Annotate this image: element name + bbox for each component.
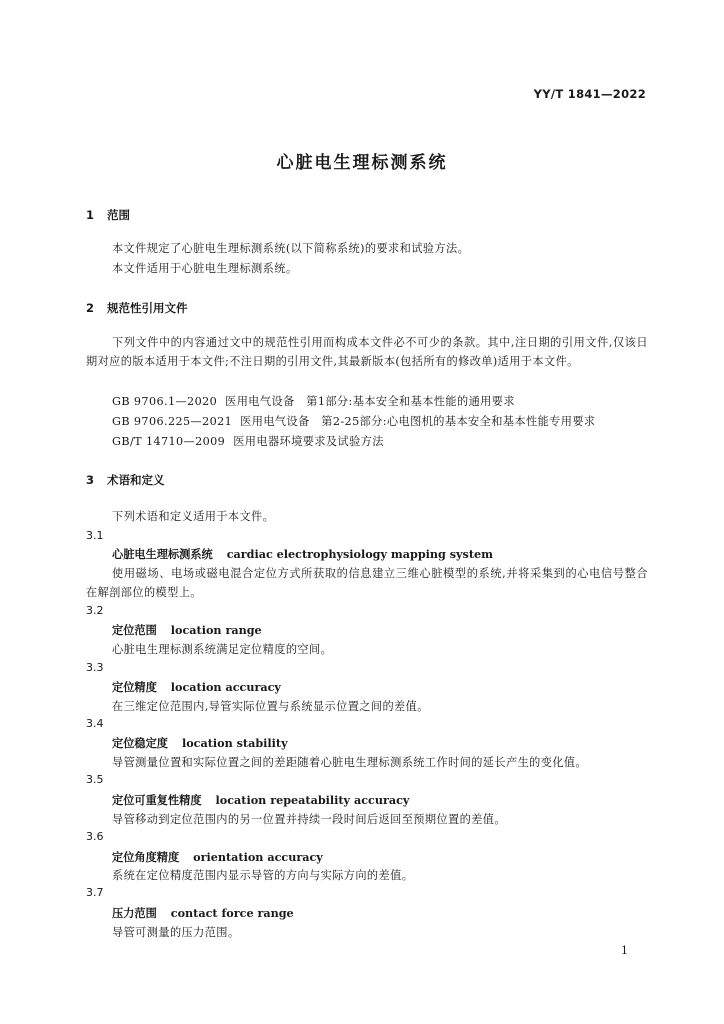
section-number: 3: [86, 473, 95, 487]
term-chinese: 压力范围: [112, 907, 157, 920]
term-definition: 系统在定位精度范围内显示导管的方向与实际方向的差值。: [112, 869, 414, 882]
reference-item: [112, 393, 515, 412]
section-title: 术语和定义: [107, 473, 165, 487]
reference-title: 医用电气设备 第1部分:基本安全和基本性能的通用要求: [225, 395, 515, 408]
term-number: 3.4: [86, 717, 104, 730]
normative-references-intro: 下列文件中的内容通过文中的规范性引用而构成本文件必不可少的条款。其中,注日期的引用文件,仅该日期对应的版本适用于本文件;不注日期的引用文件,其最新版本(包括所有的修改单)适用于本文件。: [86, 336, 648, 368]
term-chinese: 定位精度: [112, 681, 157, 694]
term-entry: [112, 849, 323, 865]
term-number: 3.3: [86, 661, 104, 674]
term-english: cardiac electrophysiology mapping system: [226, 547, 493, 561]
reference-title: 医用电器环境要求及试验方法: [233, 435, 384, 448]
standard-code: YY/T 1841—2022: [533, 87, 646, 101]
term-definition: 导管测量位置和实际位置之间的差距随着心脏电生理标测系统工作时间的延长产生的变化值。: [112, 756, 588, 769]
section-3-heading: [86, 472, 165, 488]
section-number: 2: [86, 301, 95, 315]
section-number: 1: [86, 208, 95, 222]
term-chinese: 定位范围: [112, 624, 157, 637]
term-english: location stability: [181, 736, 288, 750]
term-entry: [112, 792, 409, 808]
section-title: 范围: [107, 208, 130, 222]
term-number: 3.2: [86, 604, 104, 617]
term-entry: [112, 622, 262, 638]
term-entry: [112, 546, 493, 562]
term-chinese: 定位稳定度: [112, 737, 168, 750]
document-title: 心脏电生理标测系统: [276, 153, 448, 173]
term-number: 3.7: [86, 886, 104, 899]
term-english: location repeatability accuracy: [215, 793, 410, 807]
reference-title: 医用电气设备 第2-25部分:心电图机的基本安全和基本性能专用要求: [240, 415, 596, 428]
reference-item: [112, 413, 596, 432]
reference-item: [112, 433, 384, 452]
section-1-heading: [86, 207, 130, 223]
scope-paragraph-1: 本文件规定了心脏电生理标测系统(以下简称系统)的要求和试验方法。: [112, 242, 470, 255]
term-entry: [112, 905, 294, 921]
terms-intro: 下列术语和定义适用于本文件。: [112, 510, 275, 523]
section-2-heading: [86, 300, 188, 316]
scope-paragraph-2: 本文件适用于心脏电生理标测系统。: [112, 262, 298, 275]
reference-code: GB 9706.225—2021: [112, 415, 233, 428]
page-number: 1: [621, 944, 628, 957]
term-number: 3.5: [86, 773, 104, 786]
term-english: location accuracy: [170, 680, 281, 694]
term-entry: [112, 735, 288, 751]
term-english: contact force range: [170, 906, 294, 920]
term-entry: [112, 679, 281, 695]
term-definition: 在三维定位范围内,导管实际位置与系统显示位置之间的差值。: [112, 700, 429, 713]
term-definition: 心脏电生理标测系统满足定位精度的空间。: [112, 643, 333, 656]
term-definition: 使用磁场、电场或磁电混合定位方式所获取的信息建立三维心脏模型的系统,并将采集到的心电信号整合在解剖部位的模型上。: [86, 567, 648, 599]
section-title: 规范性引用文件: [107, 301, 188, 315]
reference-code: GB 9706.1—2020: [112, 395, 218, 408]
term-definition: 导管移动到定位范围内的另一位置并持续一段时间后返回至预期位置的差值。: [112, 813, 506, 826]
term-chinese: 定位可重复性精度: [112, 794, 202, 807]
term-definition: 导管可测量的压力范围。: [112, 926, 240, 939]
reference-code: GB/T 14710—2009: [112, 435, 226, 448]
term-number: 3.6: [86, 830, 104, 843]
term-chinese: 定位角度精度: [112, 851, 180, 864]
term-english: location range: [170, 623, 262, 637]
term-number: 3.1: [86, 529, 104, 542]
term-english: orientation accuracy: [193, 850, 323, 864]
term-chinese: 心脏电生理标测系统: [112, 548, 213, 561]
